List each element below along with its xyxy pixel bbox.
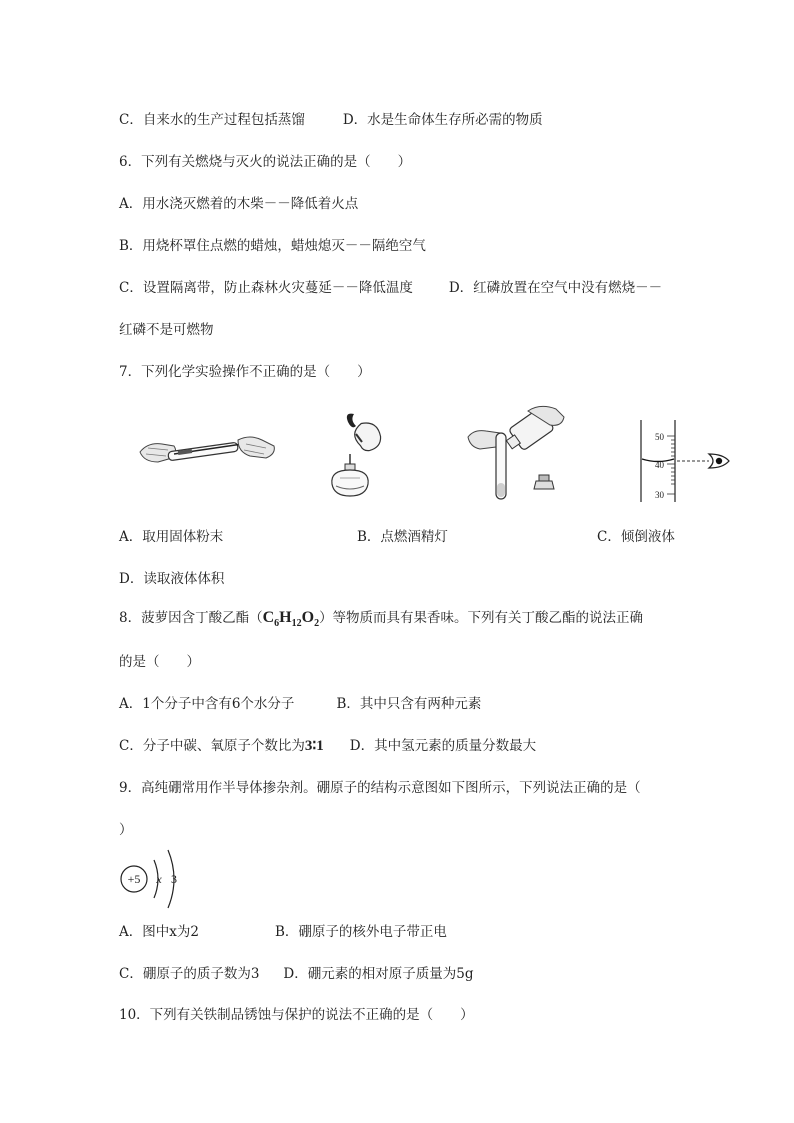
q6-option-c: C．设置隔离带，防止森林火灾蔓延－－降低温度 — [119, 280, 413, 296]
q6-options-cd — [119, 276, 662, 296]
cylinder-tick-40: 40 — [655, 460, 664, 470]
q8-options-ab — [119, 692, 481, 712]
q8-option-b: B．其中只含有两种元素 — [336, 696, 482, 712]
formula-hydrogen-count: 12 — [291, 618, 302, 630]
q8-option-a: A．1个分子中含有6个水分子 — [119, 696, 295, 712]
cylinder-tick-30: 30 — [655, 490, 664, 500]
q9-stem-continued: ） — [119, 822, 133, 838]
alcohol-lamp-figure — [318, 412, 398, 502]
q9-option-d: D．硼元素的相对原子质量为5g — [283, 966, 474, 982]
q9-stem: 9．高纯硼常用作半导体掺杂剂。硼原子的结构示意图如下图所示，下列说法正确的是（ — [119, 780, 641, 796]
q10-stem: 10．下列有关铁制品锈蚀与保护的说法不正确的是（ ） — [119, 1007, 474, 1023]
formula-oxygen-count: 2 — [314, 618, 320, 630]
q7-option-a: A．取用固体粉末 — [119, 529, 224, 545]
q8-stem-end: ）等物质而具有果香味。下列有关丁酸乙酯的说法正确 — [319, 610, 644, 626]
q5-options-cd — [119, 108, 543, 128]
q9-option-b: B．硼原子的核外电子带正电 — [274, 924, 447, 940]
formula-carbon: C — [262, 609, 275, 626]
q7-option-c: C．倾倒液体 — [597, 529, 675, 545]
q8-stem-start: 8．菠萝因含丁酸乙酯（ — [119, 610, 263, 626]
nucleus-charge: +5 — [127, 872, 141, 886]
q6-option-d: D．红磷放置在空气中没有燃烧－－ — [448, 280, 663, 296]
butyl-acetate-formula — [262, 609, 320, 630]
formula-oxygen: O — [301, 609, 315, 626]
powder-sampling-figure — [138, 430, 278, 470]
q6-option-b: B．用烧杯罩住点燃的蜡烛，蜡烛熄灭－－隔绝空气 — [119, 238, 426, 254]
q5-option-d: D．水是生命体生存所必需的物质 — [342, 112, 543, 128]
q9-options-cd — [119, 962, 473, 982]
q8-stem-continued: 的是（ ） — [119, 654, 200, 670]
q8-stem — [119, 606, 643, 629]
boron-atom-diagram — [118, 848, 188, 910]
q8-option-c-ratio: 3∶1 — [304, 738, 324, 754]
q8-options-cd — [119, 734, 536, 755]
q6-stem: 6．下列有关燃烧与灭火的说法正确的是（ ） — [119, 154, 412, 170]
q5-option-c: C．自来水的生产过程包括蒸馏 — [119, 112, 305, 128]
q8-option-d: D．其中氢元素的质量分数最大 — [349, 738, 537, 754]
q7-option-b: B．点燃酒精灯 — [357, 529, 448, 545]
formula-carbon-count: 6 — [274, 618, 280, 630]
q9-options-ab — [119, 920, 447, 940]
q7-stem: 7．下列化学实验操作不正确的是（ ） — [119, 364, 371, 380]
graduated-cylinder-figure — [633, 418, 733, 504]
pouring-liquid-figure — [466, 403, 566, 503]
q7-option-d: D．读取液体体积 — [119, 571, 225, 587]
q8-option-c — [119, 738, 324, 754]
q9-option-c: C．硼原子的质子数为3 — [119, 966, 260, 982]
q8-option-c-text: C．分子中碳、氧原子个数比为 — [119, 738, 305, 754]
q6-option-d-continued: 红磷不是可燃物 — [119, 322, 214, 338]
cylinder-tick-50: 50 — [655, 432, 664, 442]
second-shell-electrons: 3 — [171, 872, 177, 886]
q9-option-a: A．图中x为2 — [119, 924, 199, 940]
formula-hydrogen: H — [279, 609, 292, 626]
first-shell-electrons: x — [156, 872, 162, 886]
q6-option-a: A．用水浇灭燃着的木柴－－降低着火点 — [119, 196, 359, 212]
